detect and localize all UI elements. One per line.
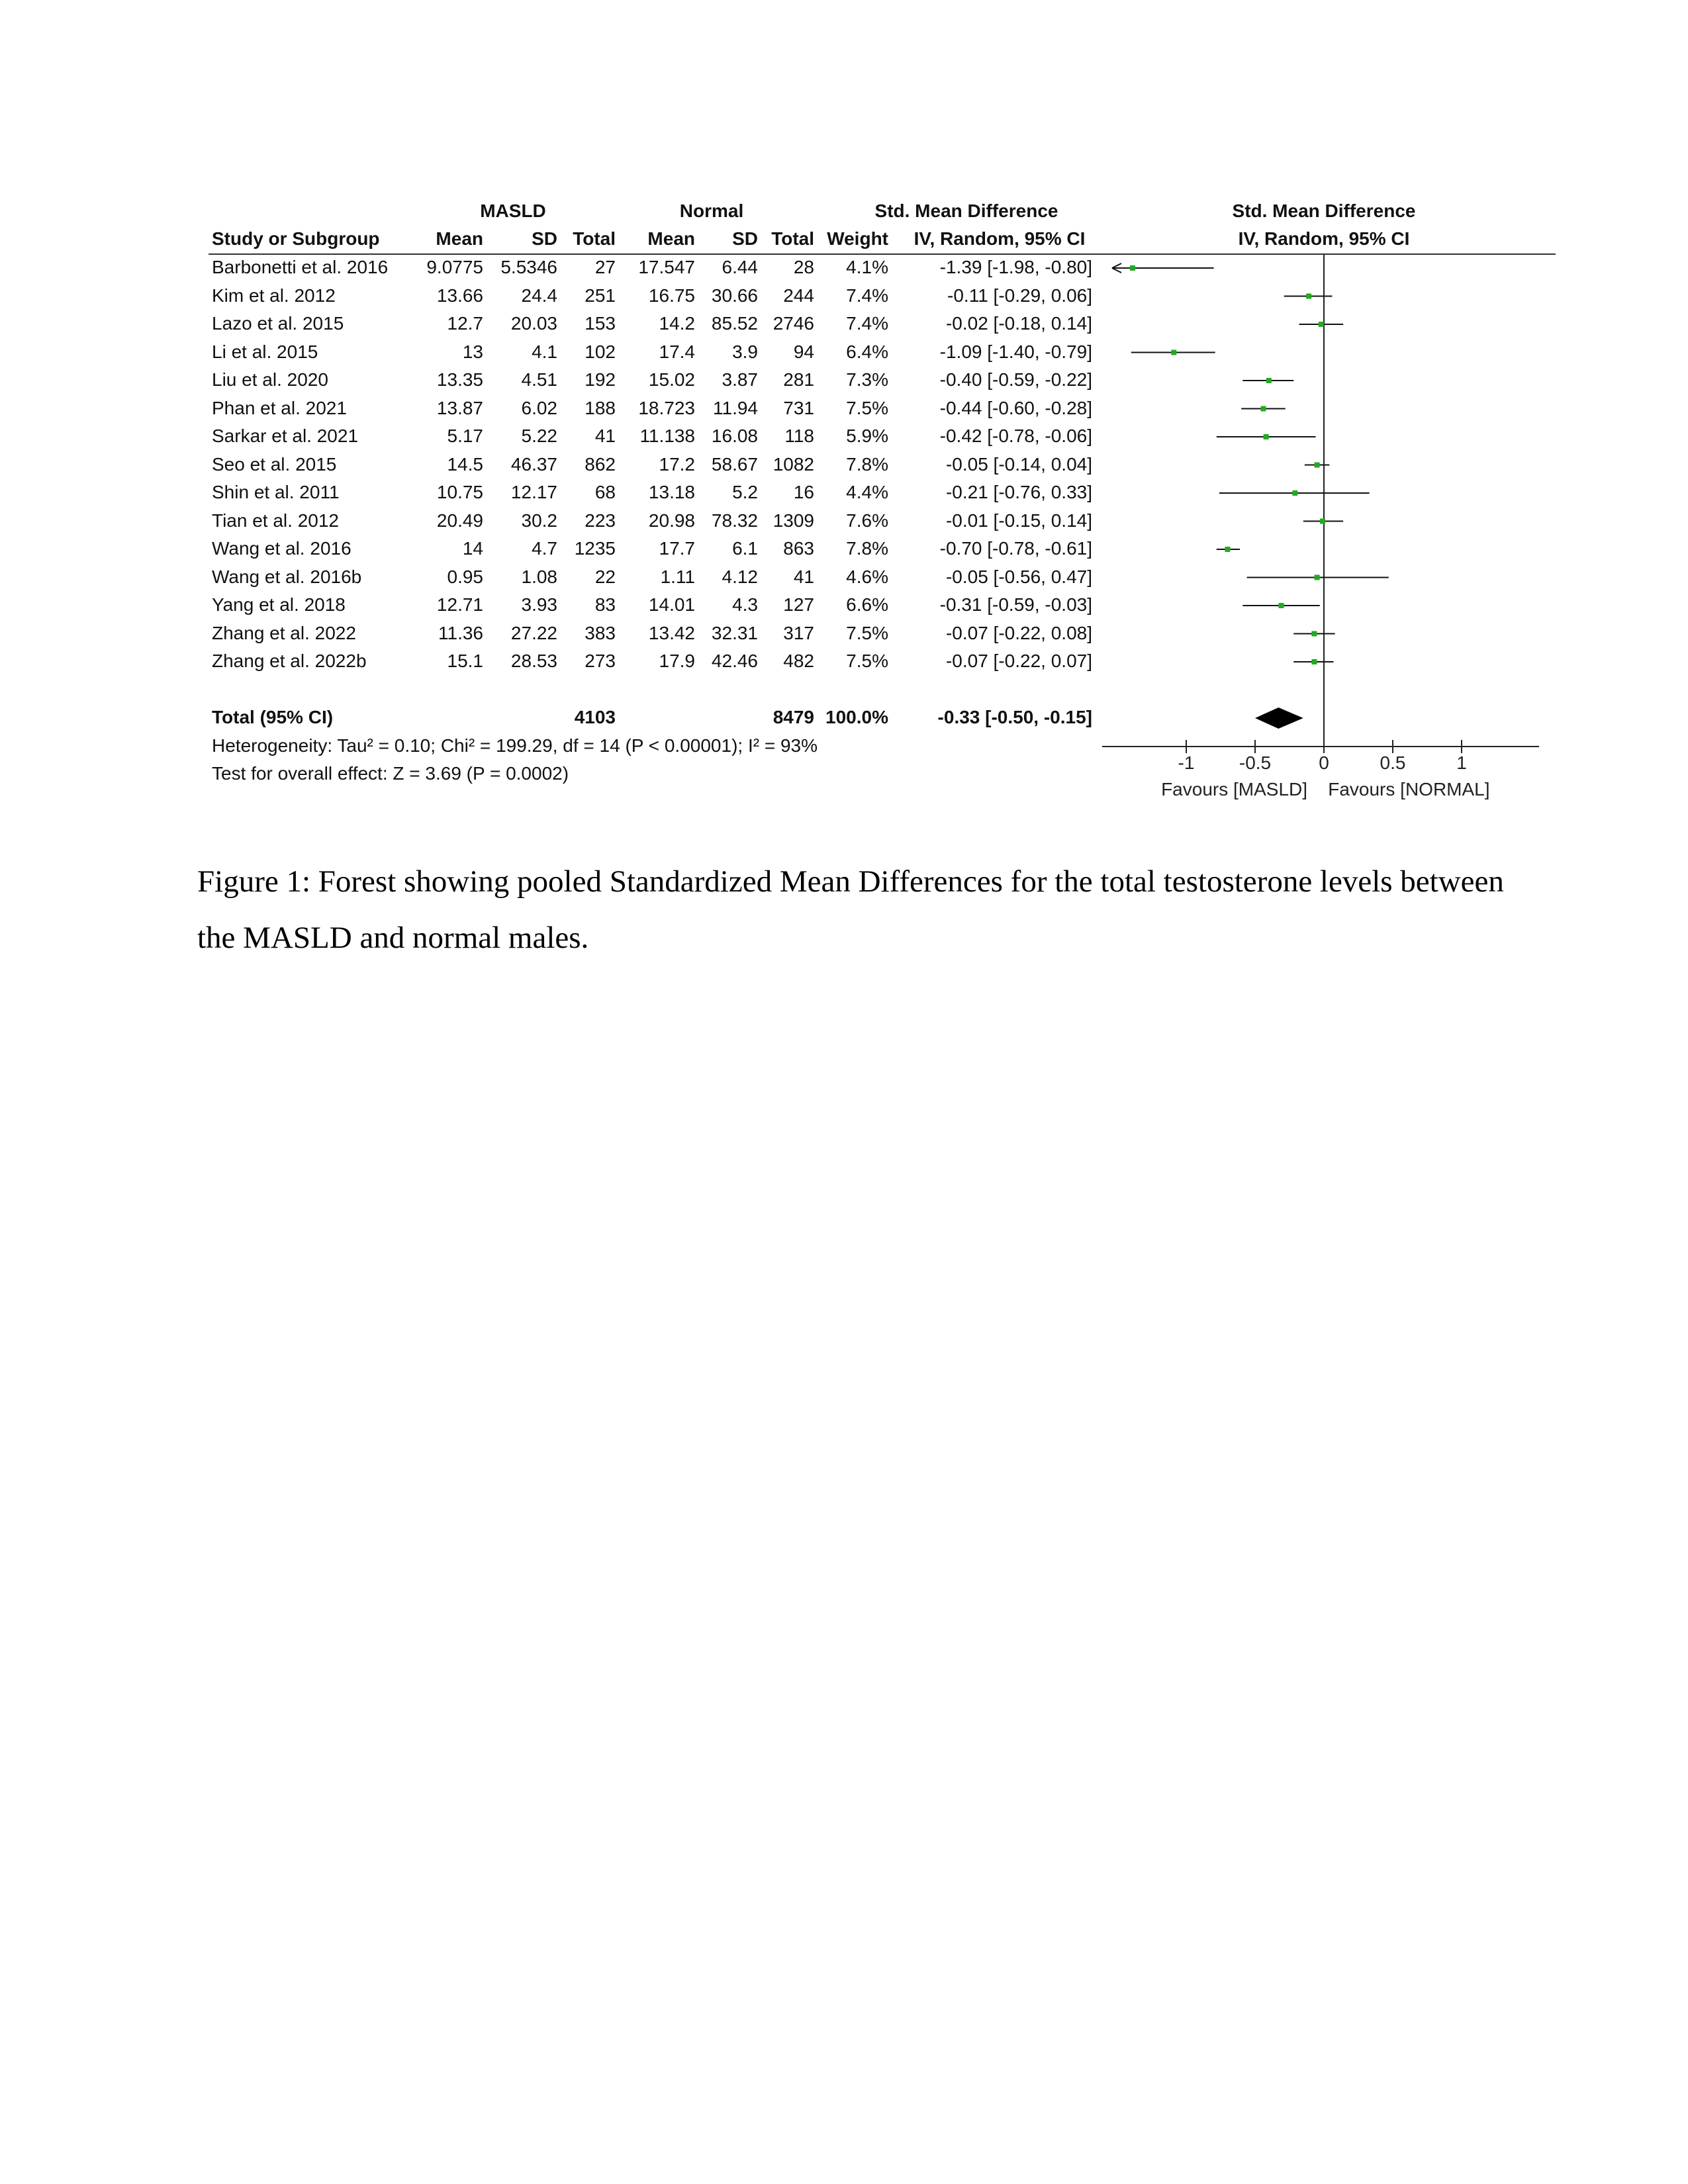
col-sd1: SD (532, 228, 557, 249)
study-cell-ci: -0.70 [-0.78, -0.61] (939, 538, 1092, 559)
study-cell-n1: 41 (594, 426, 616, 446)
study-cell-n1: 192 (585, 369, 616, 390)
figure-caption: Figure 1: Forest showing pooled Standardized Mean Differences for the total testosterone levels between the MASLD and normal males. (197, 864, 1504, 955)
study-cell-m1: 13 (462, 341, 483, 362)
study-cell-sd2: 3.87 (722, 369, 758, 390)
study-cell-n1: 223 (585, 510, 616, 531)
study-point (1315, 575, 1320, 580)
study-cell-m2: 17.547 (638, 257, 695, 277)
study-cell-sd2: 6.1 (732, 538, 758, 559)
study-cell-name: Zhang et al. 2022b (212, 651, 367, 671)
study-cell-name: Wang et al. 2016b (212, 566, 362, 587)
study-cell-sd2: 6.44 (722, 257, 758, 277)
study-cell-ci: -0.40 [-0.59, -0.22] (939, 369, 1092, 390)
study-cell-weight: 4.6% (846, 566, 888, 587)
study-cell-name: Li et al. 2015 (212, 341, 318, 362)
study-cell-sd1: 4.7 (532, 538, 557, 559)
study-cell-n2: 281 (783, 369, 814, 390)
study-cell-n2: 244 (783, 285, 814, 306)
study-cell-sd1: 1.08 (521, 566, 557, 587)
study-cell-ci: -0.07 [-0.22, 0.08] (945, 622, 1092, 643)
study-cell-name: Shin et al. 2011 (212, 482, 340, 502)
study-cell-sd2: 30.66 (711, 285, 758, 306)
study-cell-weight: 6.6% (846, 594, 888, 615)
col-weight: Weight (827, 228, 888, 249)
study-cell-m1: 12.7 (447, 313, 483, 334)
study-cell-n2: 482 (783, 651, 814, 671)
study-cell-weight: 7.4% (846, 285, 888, 306)
study-cell-m1: 15.1 (447, 651, 483, 671)
study-point (1311, 631, 1317, 637)
study-cell-n2: 731 (783, 397, 814, 418)
study-point (1266, 378, 1272, 383)
study-cell-name: Zhang et al. 2022 (212, 622, 356, 643)
study-cell-m1: 11.36 (438, 622, 483, 643)
study-cell-n2: 94 (793, 341, 814, 362)
pooled-diamond (1255, 707, 1303, 729)
study-cell-n1: 102 (585, 341, 616, 362)
smd-header: Std. Mean Difference (874, 201, 1058, 221)
study-cell-n1: 273 (585, 651, 616, 671)
study-cell-name: Kim et al. 2012 (212, 285, 336, 306)
heterogeneity-text: Heterogeneity: Tau² = 0.10; Chi² = 199.29, df = 14 (P < 0.00001); I² = 93% (212, 735, 818, 756)
study-cell-n2: 317 (783, 622, 814, 643)
study-point (1292, 490, 1297, 496)
study-cell-sd1: 27.22 (510, 622, 557, 643)
study-cell-n1: 188 (585, 397, 616, 418)
study-cell-sd1: 5.5346 (500, 257, 557, 277)
study-cell-m1: 13.35 (436, 369, 483, 390)
forest-plot-svg (0, 0, 1688, 847)
x-tick-label: -0.5 (1239, 752, 1272, 773)
study-cell-sd1: 3.93 (521, 594, 557, 615)
study-cell-ci: -1.09 [-1.40, -0.79] (939, 341, 1092, 362)
study-cell-n2: 1082 (773, 453, 814, 475)
study-cell-sd2: 16.08 (711, 426, 758, 446)
study-cell-weight: 4.4% (846, 482, 888, 502)
study-point (1130, 265, 1135, 271)
study-cell-sd1: 30.2 (521, 510, 557, 531)
study-cell-m1: 10.75 (436, 482, 483, 502)
col-sd2: SD (732, 228, 758, 249)
study-cell-weight: 7.8% (846, 453, 888, 475)
study-cell-m1: 13.87 (436, 397, 483, 418)
study-cell-ci: -0.44 [-0.60, -0.28] (939, 397, 1092, 418)
study-cell-m2: 17.2 (659, 453, 695, 475)
study-cell-ci: -0.05 [-0.56, 0.47] (945, 566, 1092, 587)
study-point (1279, 603, 1284, 608)
study-cell-weight: 4.1% (846, 257, 888, 277)
study-cell-n2: 16 (793, 482, 814, 502)
study-cell-sd1: 24.4 (521, 285, 557, 306)
study-cell-n1: 68 (594, 482, 616, 502)
study-cell-name: Wang et al. 2016 (212, 538, 352, 559)
study-cell-n1: 251 (585, 285, 616, 306)
study-point (1311, 659, 1317, 664)
total-label: Total (95% CI) (212, 707, 334, 727)
col-plot-method: IV, Random, 95% CI (1238, 228, 1410, 249)
study-cell-sd2: 4.12 (722, 566, 758, 587)
col-mean1: Mean (436, 228, 483, 249)
plot-header: Std. Mean Difference (1232, 201, 1416, 221)
study-cell-sd2: 78.32 (711, 510, 758, 531)
study-cell-ci: -0.01 [-0.15, 0.14] (945, 510, 1092, 531)
study-point (1264, 434, 1269, 439)
study-cell-sd2: 85.52 (711, 313, 758, 334)
study-cell-weight: 7.5% (846, 622, 888, 643)
col-ci: IV, Random, 95% CI (914, 228, 1086, 249)
study-cell-n1: 1235 (574, 538, 616, 559)
study-cell-ci: -0.42 [-0.78, -0.06] (939, 426, 1092, 446)
overall-effect-text: Test for overall effect: Z = 3.69 (P = 0.0002) (212, 763, 569, 784)
study-cell-n2: 2746 (773, 313, 814, 334)
col-total2: Total (771, 228, 814, 249)
study-cell-sd1: 12.17 (510, 482, 557, 502)
study-cell-m1: 9.0775 (426, 257, 483, 277)
study-cell-n1: 27 (594, 257, 616, 277)
study-cell-n2: 28 (793, 257, 814, 277)
study-cell-n2: 41 (793, 566, 814, 587)
x-tick-label: 0 (1319, 752, 1329, 773)
study-cell-sd2: 5.2 (732, 482, 758, 502)
favours-right-label: Favours [NORMAL] (1328, 779, 1490, 799)
study-cell-weight: 7.3% (846, 369, 888, 390)
study-cell-sd2: 32.31 (711, 622, 758, 643)
study-cell-sd2: 42.46 (711, 651, 758, 671)
study-cell-ci: -0.07 [-0.22, 0.07] (945, 651, 1092, 671)
study-cell-ci: -0.05 [-0.14, 0.04] (945, 453, 1092, 475)
group2-header: Normal (679, 201, 744, 221)
study-cell-m1: 14.5 (447, 453, 483, 475)
study-point (1319, 322, 1324, 327)
study-cell-name: Barbonetti et al. 2016 (212, 257, 389, 277)
study-cell-name: Yang et al. 2018 (212, 594, 346, 615)
study-cell-sd1: 4.51 (521, 369, 557, 390)
study-cell-name: Seo et al. 2015 (212, 453, 337, 475)
study-cell-m2: 15.02 (648, 369, 695, 390)
study-cell-m2: 17.9 (659, 651, 695, 671)
study-cell-m2: 14.01 (648, 594, 695, 615)
study-point (1315, 463, 1320, 468)
study-cell-weight: 7.5% (846, 397, 888, 418)
study-cell-m2: 11.138 (639, 426, 695, 446)
study-cell-weight: 7.5% (846, 651, 888, 671)
study-cell-sd1: 46.37 (510, 453, 557, 475)
study-cell-sd1: 6.02 (521, 397, 557, 418)
x-tick-label: -1 (1178, 752, 1195, 773)
x-tick-label: 0.5 (1380, 752, 1406, 773)
study-cell-m1: 0.95 (447, 566, 483, 587)
study-cell-m2: 17.7 (659, 538, 695, 559)
study-cell-m2: 18.723 (638, 397, 695, 418)
study-cell-m2: 1.11 (660, 566, 695, 587)
study-cell-m1: 20.49 (436, 510, 483, 531)
study-cell-weight: 7.6% (846, 510, 888, 531)
study-cell-ci: -1.39 [-1.98, -0.80] (939, 257, 1092, 277)
study-cell-weight: 7.8% (846, 538, 888, 559)
study-point (1260, 406, 1266, 412)
x-tick-label: 1 (1456, 752, 1467, 773)
group1-header: MASLD (480, 201, 546, 221)
study-cell-weight: 7.4% (846, 313, 888, 334)
study-cell-name: Tian et al. 2012 (212, 510, 339, 531)
study-cell-n2: 127 (783, 594, 814, 615)
study-cell-m2: 13.42 (648, 622, 695, 643)
col-mean2: Mean (647, 228, 695, 249)
study-point (1171, 350, 1176, 355)
study-cell-sd1: 28.53 (510, 651, 557, 671)
col-study: Study or Subgroup (212, 228, 380, 249)
study-cell-m1: 14 (462, 538, 483, 559)
study-cell-m2: 20.98 (648, 510, 695, 531)
study-cell-n2: 1309 (773, 510, 814, 531)
study-cell-m2: 14.2 (659, 313, 695, 334)
study-cell-m1: 13.66 (436, 285, 483, 306)
study-cell-n1: 862 (585, 453, 616, 475)
study-cell-ci: -0.11 [-0.29, 0.06] (947, 285, 1092, 306)
study-cell-ci: -0.31 [-0.59, -0.03] (939, 594, 1092, 615)
total-n2: 8479 (773, 707, 814, 727)
study-cell-m1: 5.17 (447, 426, 483, 446)
study-cell-weight: 6.4% (846, 341, 888, 362)
study-cell-sd1: 5.22 (521, 426, 557, 446)
study-cell-sd2: 58.67 (711, 453, 758, 475)
study-cell-sd2: 11.94 (713, 397, 758, 418)
study-cell-n1: 383 (585, 622, 616, 643)
study-cell-ci: -0.21 [-0.76, 0.33] (945, 482, 1092, 502)
study-cell-name: Lazo et al. 2015 (212, 313, 344, 334)
study-cell-sd1: 20.03 (510, 313, 557, 334)
study-cell-name: Sarkar et al. 2021 (212, 426, 359, 446)
study-cell-m1: 12.71 (436, 594, 483, 615)
study-cell-weight: 5.9% (846, 426, 888, 446)
col-total1: Total (573, 228, 616, 249)
study-cell-m2: 17.4 (659, 341, 695, 362)
study-cell-n2: 863 (783, 538, 814, 559)
study-cell-ci: -0.02 [-0.18, 0.14] (945, 313, 1092, 334)
study-cell-m2: 13.18 (648, 482, 695, 502)
study-point (1306, 294, 1311, 299)
study-cell-name: Liu et al. 2020 (212, 369, 328, 390)
study-cell-n1: 153 (585, 313, 616, 334)
study-cell-n1: 83 (594, 594, 616, 615)
study-cell-sd1: 4.1 (532, 341, 557, 362)
study-cell-n2: 118 (784, 426, 814, 446)
study-cell-name: Phan et al. 2021 (212, 397, 347, 418)
study-point (1225, 547, 1230, 552)
study-cell-sd2: 4.3 (732, 594, 758, 615)
favours-left-label: Favours [MASLD] (1161, 779, 1308, 799)
study-point (1320, 519, 1325, 524)
study-cell-sd2: 3.9 (732, 341, 758, 362)
forest-plot-figure (0, 0, 1688, 847)
total-ci: -0.33 [-0.50, -0.15] (937, 707, 1092, 727)
study-cell-n1: 22 (594, 566, 616, 587)
total-n1: 4103 (574, 707, 616, 727)
study-cell-m2: 16.75 (648, 285, 695, 306)
total-weight: 100.0% (825, 707, 888, 727)
